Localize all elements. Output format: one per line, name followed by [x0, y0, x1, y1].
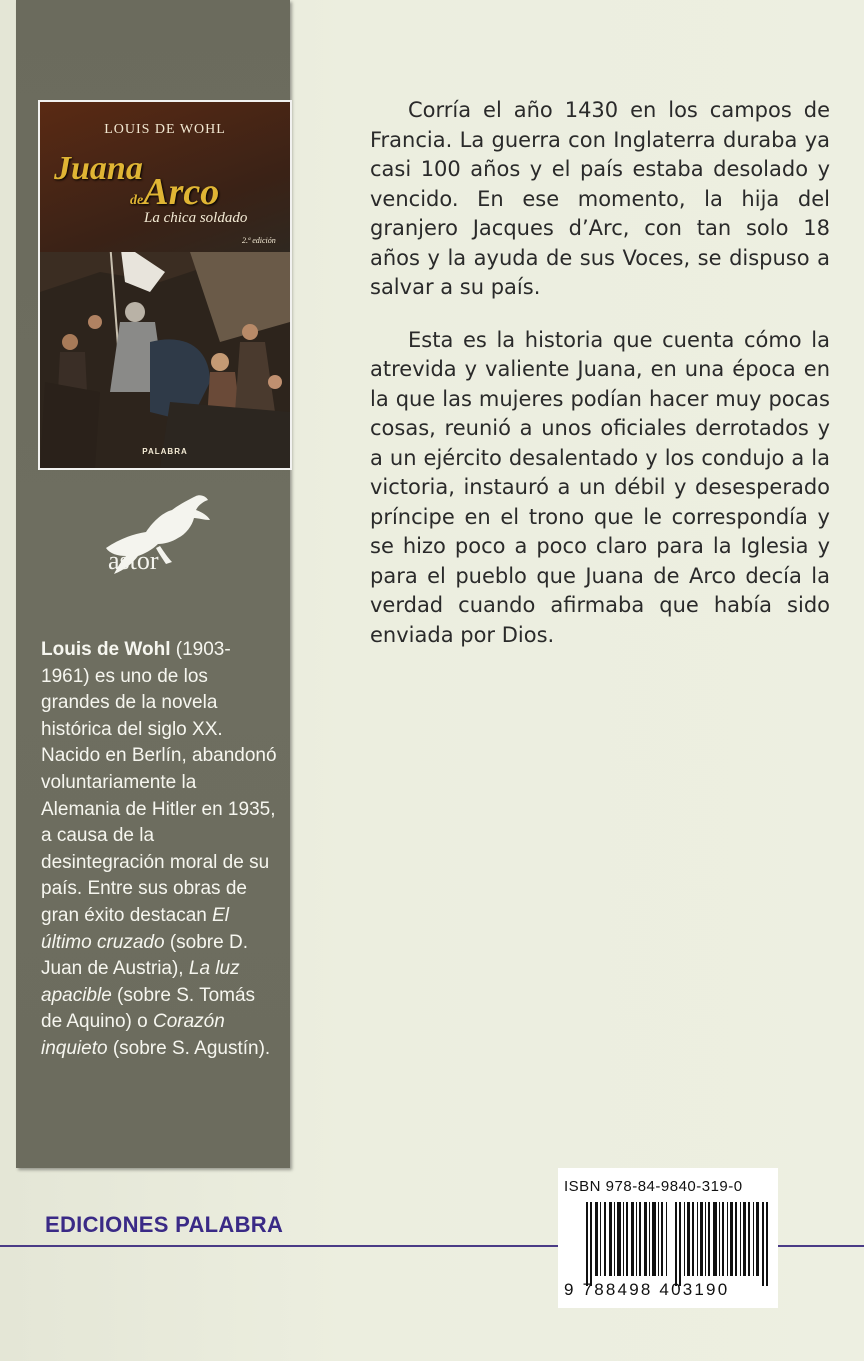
work-title: La luz apacible — [41, 958, 240, 1006]
bio-text: (sobre D. Juan de Austria), — [41, 931, 248, 980]
author-name: Louis de Wohl — [41, 639, 171, 660]
barcode-bars — [586, 1202, 772, 1286]
bio-text: (sobre S. Agustín). — [107, 1037, 271, 1059]
cover-title-arco: Arco — [143, 171, 220, 213]
cover-title-line2 — [130, 170, 219, 214]
isbn-label: ISBN 978-84-9840-319-0 — [564, 1178, 743, 1195]
author-bio — [41, 637, 279, 1063]
barcode-digits: 9 788498 403190 — [564, 1280, 730, 1299]
barcode — [558, 1168, 778, 1308]
work-title: Corazón inquieto — [41, 1011, 225, 1059]
synopsis-paragraph-2: Esta es la historia que cuenta cómo la atrevida y valiente Juana, en una época en la que las mujeres podían hacer muy pocas cosas, reunió a unos oficiales derrotados y a un ejército desalentado y los condujo a la victoria, instauró a un débil y desesperado príncipe en el trono que le correspondía y se hizo poco a poco claro para la Iglesia y para el pueblo que Juana de Arco decía la verdad cuando afirmaba que había sido enviada por Dios. — [370, 327, 830, 647]
cover-title-de: de — [130, 193, 144, 208]
cover-author: LOUIS DE WOHL — [104, 122, 226, 137]
synopsis-paragraph-1: Corría el año 1430 en los campos de Francia. La guerra con Inglaterra duraba ya casi 100 años y el país estaba desolado y vencido. En ese momento, la hija del granjero Jacques d’Arc, con tan solo 18 años y la ayuda de sus Voces, se dispuso a salvar a su país. — [370, 98, 830, 299]
cover-title: Juana — [54, 150, 143, 187]
cover-subtitle: La chica soldado — [144, 210, 248, 226]
work-title: El último cruzado — [41, 904, 230, 953]
bio-text: (sobre S. Tomás de Aquino) o — [41, 984, 256, 1033]
synopsis — [370, 96, 830, 673]
bio-text: (1903-1961) es uno de los grandes de la novela histórica del siglo XX. Nacido en Berlín, abandonó voluntariamente la Alemania de Hitler en 1935, a causa de la desintegración moral de su país. Entre sus obras de gran éxito destacan — [41, 639, 277, 926]
cover-publisher-mark: PALABRA — [142, 447, 188, 456]
cover-thumbnail — [38, 100, 292, 470]
cover-edition: 2.ª edición — [242, 236, 276, 245]
publisher-name: EDICIONES PALABRA — [45, 1212, 284, 1237]
logo-text: astor — [108, 546, 159, 575]
cover-illustration — [40, 252, 290, 468]
